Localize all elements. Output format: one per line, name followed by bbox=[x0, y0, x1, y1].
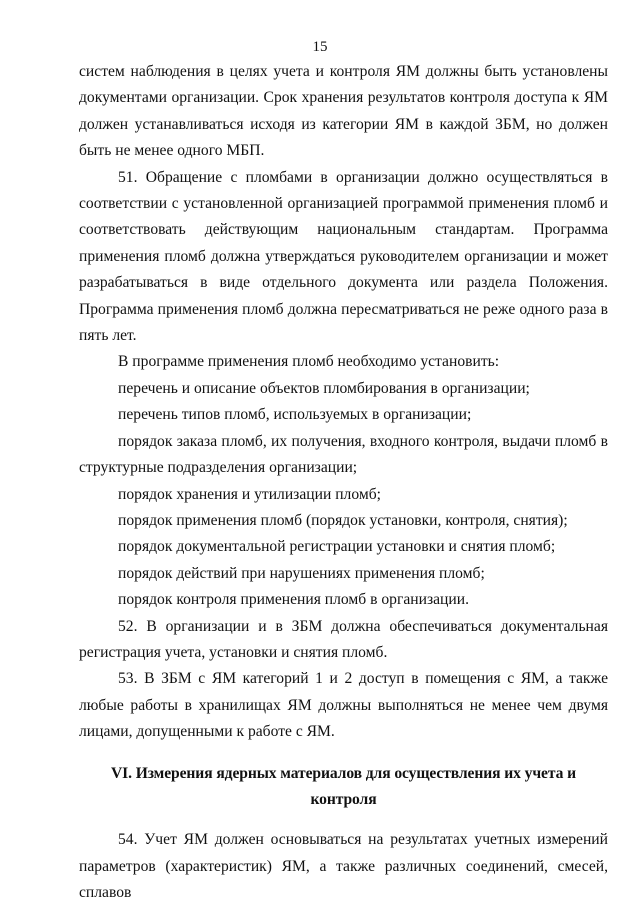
paragraph-51: 51. Обращение с пломбами в организации должно осуществляться в соответствии с установленной организацией программой применения пломб и соответствовать действующим национальным стандартам. Программа применения пломб должна утверждаться руководителем организации и может разрабатываться в виде отдельного документа или раздела Положения. Программа применения пломб должна пересматриваться не реже одного раза в пять лет. bbox=[79, 168, 608, 345]
list-item: порядок контроля применения пломб в организации. bbox=[118, 591, 469, 609]
list-item: порядок применения пломб (порядок установки, контроля, снятия); bbox=[118, 511, 568, 529]
paragraph-52: 52. В организации и в ЗБМ должна обеспечиваться документальная регистрация учета, установки и снятия пломб. bbox=[79, 617, 608, 661]
document-body bbox=[79, 59, 608, 907]
list-item: перечень типов пломб, используемых в организации; bbox=[118, 406, 472, 424]
paragraph-53: 53. В ЗБМ с ЯМ категорий 1 и 2 доступ в помещения с ЯМ, а также любые работы в хранилищах ЯМ должны выполняться не менее чем двумя лицами, допущенными к работе с ЯМ. bbox=[79, 670, 608, 741]
list-item: порядок хранения и утилизации пломб; bbox=[118, 485, 381, 503]
page-number: 15 bbox=[312, 39, 328, 55]
list-item: перечень и описание объектов пломбирования в организации; bbox=[118, 379, 530, 397]
list-item: порядок заказа пломб, их получения, входного контроля, выдачи пломб в структурные подразделения организации; bbox=[79, 432, 608, 477]
section-heading: VI. Измерения ядерных материалов для осуществления их учета и контроля bbox=[110, 764, 577, 808]
list-item: порядок действий при нарушениях применения пломб; bbox=[118, 564, 485, 582]
paragraph-continuation: систем наблюдения в целях учета и контроля ЯМ должны быть установлены документами организации. Срок хранения результатов контроля доступа к ЯМ должен устанавливаться исходя из категории ЯМ в каждой ЗБМ, но должен быть не менее одного МБП. bbox=[79, 63, 608, 160]
paragraph-54: 54. Учет ЯМ должен основываться на результатах учетных измерений параметров (характеристик) ЯМ, а также различных соединений, смесей, сплавов bbox=[79, 831, 608, 902]
program-intro: В программе применения пломб необходимо установить: bbox=[118, 353, 500, 371]
list-item: порядок документальной регистрации установки и снятия пломб; bbox=[118, 538, 556, 556]
